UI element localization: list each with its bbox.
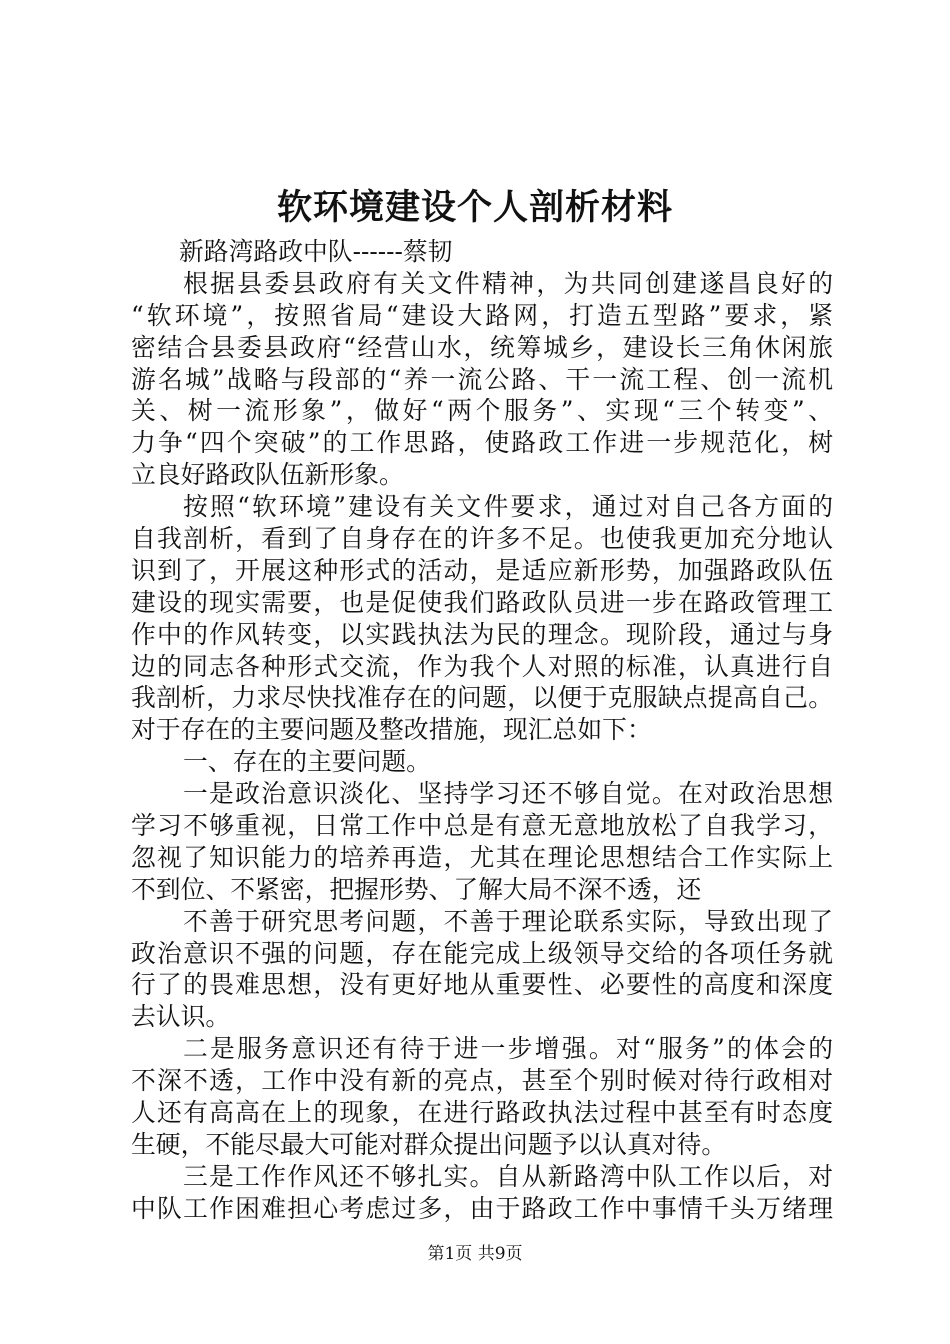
text-line: “软环境”，按照省局“建设大路网，打造五型路”要求，紧 xyxy=(131,300,833,330)
text-line: 政治意识不强的问题，存在能完成上级领导交给的各项任务就 xyxy=(131,938,833,968)
text-line: 按照“软环境”建设有关文件要求，通过对自己各方面的 xyxy=(183,492,833,522)
author-line: 新路湾路政中队------蔡韧 xyxy=(179,237,453,266)
text-line: 去认识。 xyxy=(131,1002,231,1032)
text-line: 生硬，不能尽最大可能对群众提出问题予以认真对待。 xyxy=(131,1129,727,1159)
text-line: 自我剖析，看到了自身存在的许多不足。也使我更加充分地认 xyxy=(131,524,833,554)
text-line: 游名城”战略与段部的“养一流公路、干一流工程、创一流机 xyxy=(131,364,833,394)
text-line: 作中的作风转变，以实践执法为民的理念。现阶段，通过与身 xyxy=(131,619,833,649)
text-line: 力争“四个突破”的工作思路，使路政工作进一步规范化，树 xyxy=(131,428,833,458)
page-number: 第1页 共9页 xyxy=(427,1244,523,1264)
text-line: 人还有高高在上的现象，在进行路政执法过程中甚至有时态度 xyxy=(131,1098,833,1128)
text-line: 边的同志各种形式交流，作为我个人对照的标准，认真进行自 xyxy=(131,651,833,681)
section-heading: 一、存在的主要问题。 xyxy=(183,747,431,777)
text-line: 密结合县委县政府“经营山水，统筹城乡，建设长三角休闲旅 xyxy=(131,332,833,362)
text-line: 中队工作困难担心考虑过多，由于路政工作中事情千头万绪理 xyxy=(131,1193,833,1223)
text-line: 根据县委县政府有关文件精神，为共同创建遂昌良好的 xyxy=(183,268,833,298)
text-line: 不善于研究思考问题，不善于理论联系实际，导致出现了 xyxy=(183,906,833,936)
text-line: 建设的现实需要，也是促使我们路政队员进一步在路政管理工 xyxy=(131,587,833,617)
text-line: 对于存在的主要问题及整改措施，现汇总如下： xyxy=(131,715,652,745)
document-body xyxy=(131,236,833,1225)
text-line: 不到位、不紧密，把握形势、了解大局不深不透，还 xyxy=(131,874,702,904)
text-line: 二是服务意识还有待于进一步增强。对“服务”的体会的 xyxy=(183,1034,833,1064)
text-line: 学习不够重视，日常工作中总是有意无意地放松了自我学习， xyxy=(131,811,833,841)
document-title: 软环境建设个人剖析材料 xyxy=(276,187,673,228)
text-line: 不深不透，工作中没有新的亮点，甚至个别时候对待行政相对 xyxy=(131,1066,833,1096)
text-line: 识到了，开展这种形式的活动，是适应新形势，加强路政队伍 xyxy=(131,555,833,585)
text-line: 一是政治意识淡化、坚持学习还不够自觉。在对政治思想 xyxy=(183,779,833,809)
text-line: 关、树一流形象”，做好“两个服务”、实现“三个转变”、 xyxy=(131,396,833,426)
text-line: 立良好路政队伍新形象。 xyxy=(131,460,404,490)
text-line: 三是工作作风还不够扎实。自从新路湾中队工作以后，对 xyxy=(183,1161,833,1191)
text-line: 行了的畏难思想，没有更好地从重要性、必要性的高度和深度 xyxy=(131,970,833,1000)
text-line: 我剖析，力求尽快找准存在的问题，以便于克服缺点提高自己。 xyxy=(131,683,833,713)
text-line: 忽视了知识能力的培养再造，尤其在理论思想结合工作实际上 xyxy=(131,842,833,872)
